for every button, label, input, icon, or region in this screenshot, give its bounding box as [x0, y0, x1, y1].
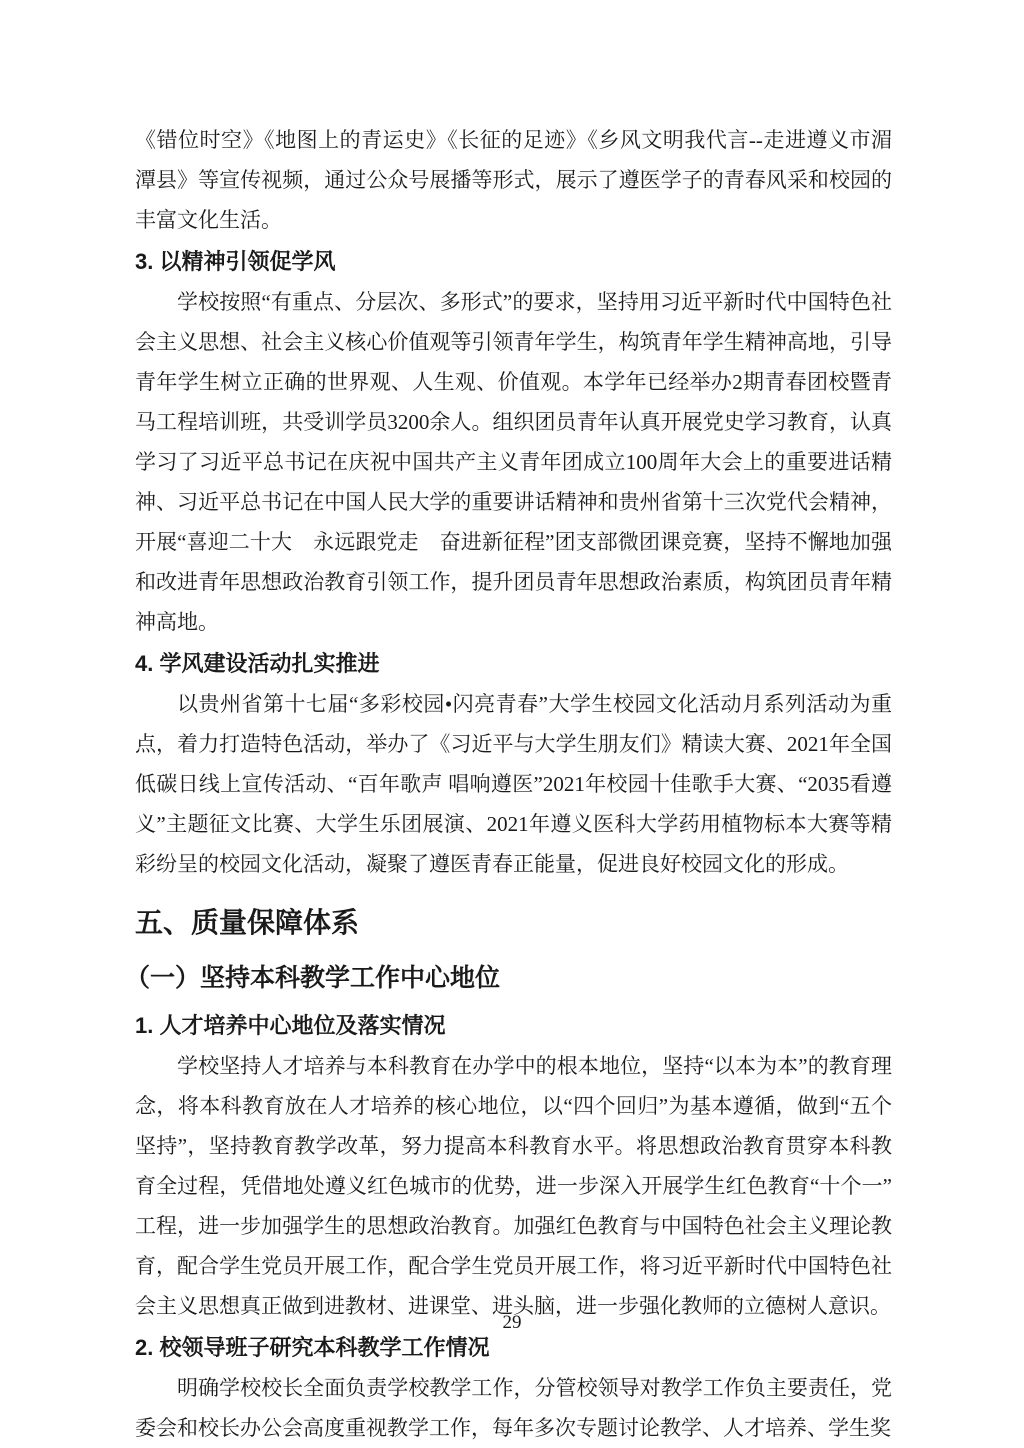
heading-spirit-guides-study: 3. 以精神引领促学风	[135, 249, 336, 274]
heading-chapter-quality-assurance: 五、质量保障体系	[135, 907, 360, 938]
paragraph-talent-cultivation: 学校坚持人才培养与本科教育在办学中的根本地位，坚持“以本为本”的教育理念，将本科教育放在人才培养的核心地位，以“四个回归”为基本遵循，做到“五个坚持”，坚持教育教学改革，努力提高本科教育水平。将思想政治教育贯穿本科教育全过程，凭借地处遵义红色城市的优势，进一步深入开展学生红色教育“十个一”工程，进一步加强学生的思想政治教育。加强红色教育与中国特色社会主义理论教育，配合学生党员开展工作，配合学生党员开展工作，将习近平新时代中国特色社会主义思想真正做到进教材、进课堂、进头脑，进一步强化教师的立德树人意识。	[135, 1054, 892, 1318]
page-number: 29	[502, 1312, 522, 1333]
heading-sub-leadership-research: 2. 校领导班子研究本科教学工作情况	[135, 1335, 490, 1360]
heading-study-style-activities: 4. 学风建设活动扎实推进	[135, 651, 380, 676]
heading-section-teaching-center: （一）坚持本科教学工作中心地位	[125, 964, 501, 992]
heading-sub-talent-cultivation: 1. 人才培养中心地位及落实情况	[135, 1013, 446, 1038]
paragraph-study-style-activities: 以贵州省第十七届“多彩校园•闪亮青春”大学生校园文化活动月系列活动为重点，着力打造特色活动，举办了《习近平与大学生朋友们》精读大赛、2021年全国低碳日线上宣传活动、“百年歌声 唱响遵医”2021年校园十佳歌手大赛、“2035看遵义”主题征文比赛、大学生乐团展演、2021年遵义医科大学药用植物标本大赛等精彩纷呈的校园文化活动，凝聚了遵医青春正能量，促进良好校园文化的形成。	[135, 692, 892, 876]
paragraph-leadership-research: 明确学校校长全面负责学校教学工作，分管校领导对教学工作负主要责任，党委会和校长办公会高度重视教学工作，每年多次专题讨论教学、人才培养、学生奖	[135, 1376, 892, 1440]
page-content	[125, 120, 892, 1448]
paragraph-spirit-guides-study: 学校按照“有重点、分层次、多形式”的要求，坚持用习近平新时代中国特色社会主义思想、社会主义核心价值观等引领青年学生，构筑青年学生精神高地，引导青年学生树立正确的世界观、人生观、价值观。本学年已经举办2期青春团校暨青马工程培训班，共受训学员3200余人。组织团员青年认真开展党史学习教育，认真学习了习近平总书记在庆祝中国共产主义青年团成立100周年大会上的重要进话精神、习近平总书记在中国人民大学的重要讲话精神和贵州省第十三次党代会精神，开展“喜迎二十大 永远跟党走 奋进新征程”团支部微团课竞赛，坚持不懈地加强和改进青年思想政治教育引领工作，提升团员青年思想政治素质，构筑团员青年精神高地。	[135, 290, 892, 634]
paragraph-continuation: 《错位时空》《地图上的青运史》《长征的足迹》《乡风文明我代言--走进遵义市湄潭县》等宣传视频，通过公众号展播等形式，展示了遵医学子的青春风采和校园的丰富文化生活。	[135, 128, 892, 232]
